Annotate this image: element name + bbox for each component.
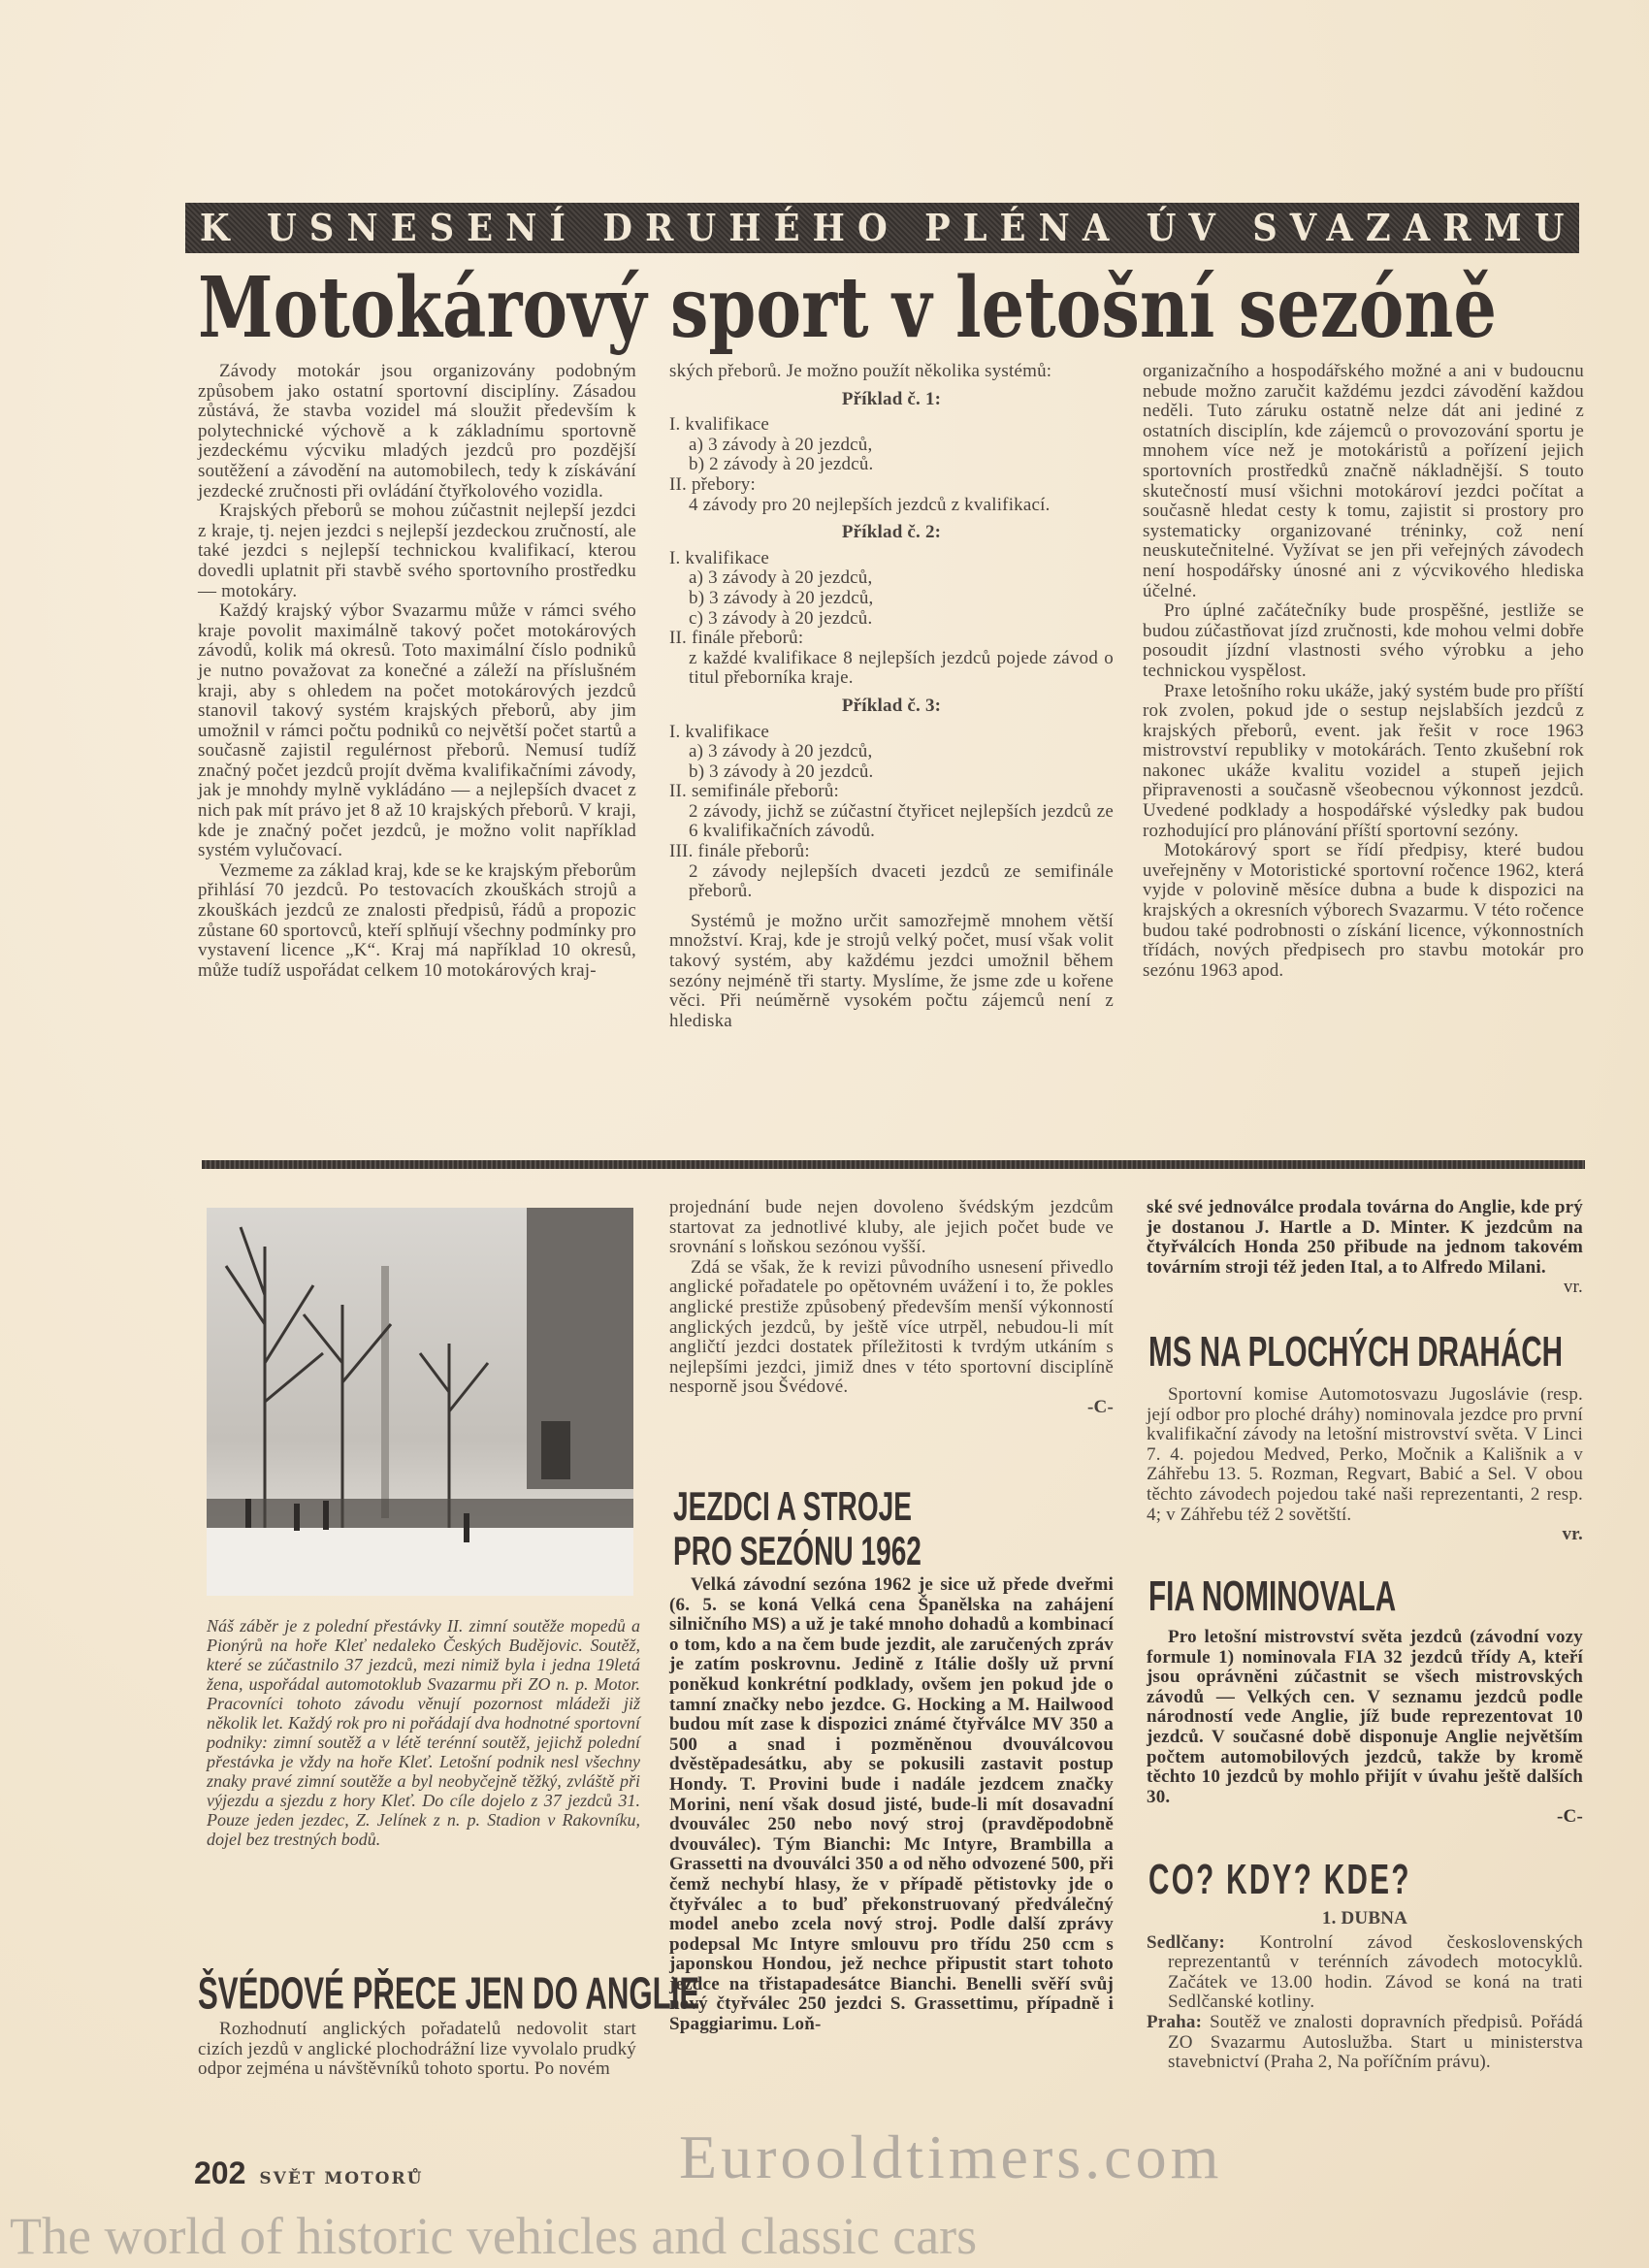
author-sign: -C-: [1557, 1806, 1583, 1828]
main-article-column-2: [669, 362, 1114, 1031]
paragraph: Zdá se však, že k revizi původního usnesení přivedlo anglické pořadatele po opětovném uvážení i to, že pokles anglické prestiže způsobený především menší výkonností anglických jezdců, by ještě více utrpěl, nebudou-li mít angličtí jezdci dostatek příležitosti k tvrdým utkáním s nejlepšími jezdci, jimiž dnes v této sportovní disciplíně nesporně jsou Švédové.: [669, 1256, 1114, 1398]
page-number: 202: [194, 2155, 246, 2190]
section-banner: K USNESENÍ DRUHÉHO PLÉNA ÚV SVAZARMU: [185, 203, 1579, 253]
fia-body: [1147, 1628, 1583, 1828]
svedove-body-2: [669, 1198, 1114, 1418]
example-line: 4 závody pro 20 nejlepších jezdců z kvalifikací.: [689, 494, 1051, 515]
calendar-heading: CO? KDY? KDE?: [1148, 1857, 1411, 1904]
example-line: b) 3 závody à 20 jezdců.: [689, 761, 874, 782]
example-line: b) 2 závody à 20 jezdců.: [689, 454, 874, 475]
photo-caption: Náš záběr je z polední přestávky II. zimní soutěže mopedů a Pionýrů na hoře Kleť nedaleko Českých Budějovic. Soutěž, které se zúčastnilo 37 jezdců, mezi nimiž byla i jedna 19letá žena, uspořádal automotoklub Svazarmu při ZO n. p. Motor. Pracovníci tohoto závodu věnují pozornost mládeži již několik let. Každý rok pro ni pořádají dva hodnotné sportovní podniky: zimní soutěž a v létě terénní soutěž, jejichž polední přestávka je vždy na hoře Kleť. Letošní podnik nesl všechny znaky pravé zimní soutěže a byl neobyčejně těžký, zvláště při výjezdu a sjezdu z hory Kleť. Do cíle dojelo z 37 jezdců 31. Pouze jeden jezdec, Z. Jelínek z n. p. Stadion v Rakovníku, dojel bez trestných bodů.: [207, 1616, 640, 1849]
paragraph: Každý krajský výbor Svazarmu může v rámci svého kraje povolit maximálně takový počet motokárových závodů, kolik má okresů. Toto maximální číslo podniků je nutno považovat za konečné a záleží na příslušném kraji, aby s ohledem na počet motokárových jezdců stanovil takový systém krajských přeborů, aby jim umožnil v rámci počtu podniků co největší počet startů a současně zajistil regulérnost přeborů. Nemusí tudíž značný počet jezdců projít dvěma kvalifikačními závody, jak je mnohdy mylně vykládáno — a nejlepších dvacet z nich pak mít právo jet 8 až 10 krajských přeborů. V kraji, kde je značný počet jezdců, je možno volit například systém vylučovací.: [198, 600, 636, 861]
calendar-text: Soutěž ve znalosti dopravních předpisů. Pořádá ZO Svazarmu Autoslužba. Start u ministerstva stavebnictví (Praha 2, Na poříčním právu).: [1168, 2011, 1584, 2073]
jezdci-heading: [673, 1484, 922, 1573]
paragraph: projednání bude nejen dovoleno švédským jezdcům startovat za jednotlivé kluby, ale jejich počet bude ve srovnání s loňskou sezónou vyšší.: [669, 1197, 1114, 1258]
paragraph: organizačního a hospodářského možné a ani v budoucnu nebude možno zaručit každému jezdci závodění každou neděli. Tuto záruku ostatně nelze dát ani jediné z ostatních disciplín, kde zájemců o provozování sportu je mnohem více než je motokáristů a pořízení jejich sportovních prostředků značně nákladnější. S touto skutečností musí všichni motokároví jezdci počítat a současně hledat cesty k tomu, zajistit si prostory pro systematicky organizované tréninky, což není neuskutečnitelné. Vyžívat se jen při veřejných závodech není hospodářsky únosné ani z výcvikového hlediska účelné.: [1143, 361, 1584, 601]
calendar-body: [1147, 1909, 1583, 2073]
calendar-text: Kontrolní závod československých reprezentantů v terénních závodech motocyklů. Začátek ve 13.00 hodin. Závod se koná na trati Sedlčanské kotliny.: [1168, 1931, 1583, 2013]
paragraph: Pro letošní mistrovství světa jezdců (závodní vozy formule 1) nominovala FIA 32 jezdců třídy A, kteří jsou oprávněni zúčastnit se všech mistrovských závodů — Velkých cen. V seznamu jezdců podle národností vede Anglie, jíž bude reprezentovat 10 jezdců. V současné době disponuje Anglie největším počtem automobilových jezdců, takže by kromě těchto 10 jezdců by mohlo přijít v úvahu ještě dalších 30.: [1147, 1627, 1583, 1807]
main-article-column-1: [198, 362, 636, 981]
example-line: I. kvalifikace: [669, 721, 770, 742]
section-divider: [202, 1160, 1585, 1169]
paragraph: Systémů je možno určit samozřejmě mnohem větší množství. Kraj, kde je strojů velký počet, musí však volit takový systém, aby každému jezdci umožnil během sezóny nejméně tři starty. Myslíme, že jsme zde u kořene věci. Při neúměrně vysokém počtu zájemců není z hlediska: [669, 910, 1114, 1031]
author-sign: -C-: [1087, 1396, 1114, 1417]
calendar-place: Praha:: [1147, 2011, 1203, 2032]
main-article-column-3: [1143, 362, 1584, 981]
svedove-heading: ŠVÉDOVÉ PŘECE JEN DO ANGLIE: [198, 1969, 700, 2019]
example-line: z každé kvalifikace 8 nejlepších jezdců pojede závod o titul přeborníka kraje.: [689, 647, 1114, 689]
heading-line: JEZDCI A STROJE: [673, 1482, 913, 1529]
example-line: a) 3 závody à 20 jezdců,: [689, 741, 873, 762]
magazine-name: SVĚT MOTORŮ: [259, 2169, 424, 2188]
heading-line: PRO SEZÓNU 1962: [673, 1527, 922, 1573]
example-line: I. kvalifikace: [669, 547, 770, 568]
author-sign: vr.: [1562, 1524, 1583, 1545]
example-heading: Příklad č. 1:: [841, 388, 942, 409]
paragraph: Závody motokár jsou organizovány podobným způsobem jako ostatní sportovní disciplíny. Zásadou zůstává, že stavba vozidel má sloužit především k polytechnické výchově a k základnímu sportovně jezdeckému výcviku mladých jezdců pro pozdější soutěžení a závodění na automobilech, tedy k získávání jezdecké zručnosti při ovládání čtyřkolového vozidla.: [198, 361, 636, 502]
paragraph: Krajských přeborů se mohou zúčastnit nejlepší jezdci z kraje, tj. nejen jezdci s nejlepší jezdeckou zručností, ale také jezdci s nejlepší technickou kvalifikací, kterou dovedli uplatnit při stavbě svého sportovního prostředku — motokáry.: [198, 501, 636, 601]
example-line: 2 závody nejlepších dvaceti jezdců ze semifinále přeborů.: [689, 860, 1114, 902]
page-footer: [194, 2155, 423, 2191]
paragraph: Pro úplné začátečníky bude prospěšné, jestliže se budou zúčastňovat jízd zručnosti, kde mohou velmi dobře posoudit jízdní vlastnosti svého výrobku a jeho technickou vyspělost.: [1143, 600, 1584, 681]
example-line: b) 3 závody à 20 jezdců,: [689, 587, 874, 608]
jezdci-body-cont: [1147, 1198, 1583, 1298]
example-3: [669, 697, 1114, 902]
ms-heading: MS NA PLOCHÝCH DRAHÁCH: [1148, 1329, 1564, 1377]
example-line: 2 závody, jichž se zúčastní čtyřicet nejlepších jezdců ze 6 kvalifikačních závodů.: [689, 800, 1114, 842]
example-line: II. semifinále přeborů:: [669, 781, 840, 802]
jezdci-body: [669, 1575, 1114, 2035]
paragraph: Velká závodní sezóna 1962 je sice už přede dveřmi (6. 5. se koná Velká cena Španělska na zahájení silničního MS) a už je také mnoho dohadů a kombinací o tom, kdo a na čem bude jezdit, ale zaručených zpráv je zatím poskrovnu. Jedině z Itálie došly už první poněkud konkrétní podklady, ovšem jen pokud jde o tamní značky nebo jezdce. G. Hocking a M. Hailwood budou mít zase k dispozici známé čtyřválce MV 350 a 500 a snad i pozměněnou dvouválcovou dvěstěpadesátku, aby se pokusili zastavit postup Hondy. T. Provini bude i nadále jezdcem značky Morini, není však dosud jisté, bude-li mít dosavadní dvouválec 250 nebo nový stroj (pravděpodobně dvouválec). Tým Bianchi: Mc Intyre, Brambilla a Grassetti na dvouválci 350 a od něho odvozené 500, při čemž nechybí hlasy, že v případě pětistovky jde o čtyřválec a to buď překonstruovaný předválečný model anebo zcela nový stroj. Podle další zprávy podepsal Mc Intyre smlouvu pro třídu 250 ccm s japonskou Hondou, jež nechce připustit start tohoto jezdce na třistapadesátce Bianchi. Benelli svěří svůj nový čtyřválec 250 jezdci S. Grassettimu, případně i Spaggiarimu. Loň-: [669, 1574, 1114, 2035]
example-line: a) 3 závody à 20 jezdců,: [689, 434, 873, 455]
paragraph: Motokárový sport se řídí předpisy, které budou uveřejněny v Motoristické sportovní ročence 1962, která vyjde v polovině měsíce dubna a bude k dispozici na krajských a okresních výborech Svazarmu. V této ročence budou také podrobnosti o získání licence, výkonnostních třídách, nových předpisech pro stavbu motokár pro sezónu 1963 apod.: [1143, 840, 1584, 981]
paragraph: Rozhodnutí anglických pořadatelů nedovolit start cizích jezdů v anglické plochodrážní lize vyvolalo prudký odpor zejména u návštěvníků tohoto sportu. Po novém: [198, 2019, 636, 2080]
paragraph: Vezmeme za základ kraj, kde se ke krajským přeborům přihlásí 70 jezdců. Po testovacích zkouškách strojů a zkouškách jezdců ze znalosti předpisů, řádů a propozic zůstane 60 sportovců, kteří splňují všechny podmínky pro vystavení licence „K“. Kraj má například 10 okresů, může tudíž uspořádat celkem 10 motokárových kraj-: [198, 859, 636, 981]
example-1: [669, 390, 1114, 516]
calendar-entry: [1147, 1933, 1583, 2013]
example-line: II. přebory:: [669, 473, 756, 495]
winter-photo: [207, 1208, 633, 1596]
example-2: [669, 523, 1114, 689]
paragraph: ských přeborů. Je možno použít několika systémů:: [669, 361, 1052, 381]
paragraph: Praxe letošního roku ukáže, jaký systém bude pro příští rok zvolen, pokud jde o sestup nejslabších jezdců z krajských přeborů, event. jak řešit v roce 1963 mistrovství republiky v motokárách. Tento zkušební rok nakonec ukáže kvalitu vozidel a stupeň jejich připravenosti a současně všeobecnou výkonnost jezdců. Uvedené podklady a hospodářské výsledky pak budou rozhodující pro plánování příští sportovní sezóny.: [1143, 680, 1584, 841]
watermark-tagline: The world of historic vehicles and classic cars: [10, 2207, 978, 2265]
ms-body: [1147, 1385, 1583, 1545]
watermark-logo: Eurooldtimers.com: [679, 2122, 1223, 2191]
winter-scene-image: [207, 1208, 633, 1596]
example-heading: Příklad č. 2:: [841, 522, 942, 543]
example-line: III. finále přeborů:: [669, 841, 810, 862]
example-line: a) 3 závody à 20 jezdců,: [689, 567, 873, 589]
example-line: I. kvalifikace: [669, 414, 770, 436]
example-line: c) 3 závody à 20 jezdců.: [689, 607, 873, 629]
paragraph: ské své jednoválce prodala továrna do Anglie, kde prý je dostanou J. Hartle a D. Minter. K jezdcům na čtyřválcích Honda 250 přibude na jednom takovém továrním stroji též jeden Ital, a to Alfredo Milani.: [1147, 1197, 1583, 1278]
example-line: II. finále přeborů:: [669, 628, 804, 649]
fia-heading: FIA NOMINOVALA: [1148, 1573, 1397, 1621]
calendar-date: 1. DUBNA: [1321, 1908, 1408, 1928]
calendar-entry: [1147, 2013, 1583, 2073]
paragraph: Sportovní komise Automotosvazu Jugoslávie (resp. její odbor pro ploché dráhy) nominovala jezdce pro první kvalifikační závody na letošní mistrovství světa. V Linci 7. 4. pojedou Medved, Perko, Močnik a Kališnik a v Záhřebu 13. 5. Rozman, Regvart, Babić a Sel. V obou těchto závodech pojedou také naši reprezentanti, 2 resp. 4; v Záhřebu též 2 sovětští.: [1147, 1384, 1583, 1525]
author-sign: vr.: [1563, 1277, 1583, 1298]
svedove-body-1: [198, 2020, 636, 2080]
example-heading: Příklad č. 3:: [841, 695, 942, 716]
article-title: Motokárový sport v letošní sezóně: [198, 259, 1497, 357]
calendar-place: Sedlčany:: [1147, 1931, 1225, 1953]
